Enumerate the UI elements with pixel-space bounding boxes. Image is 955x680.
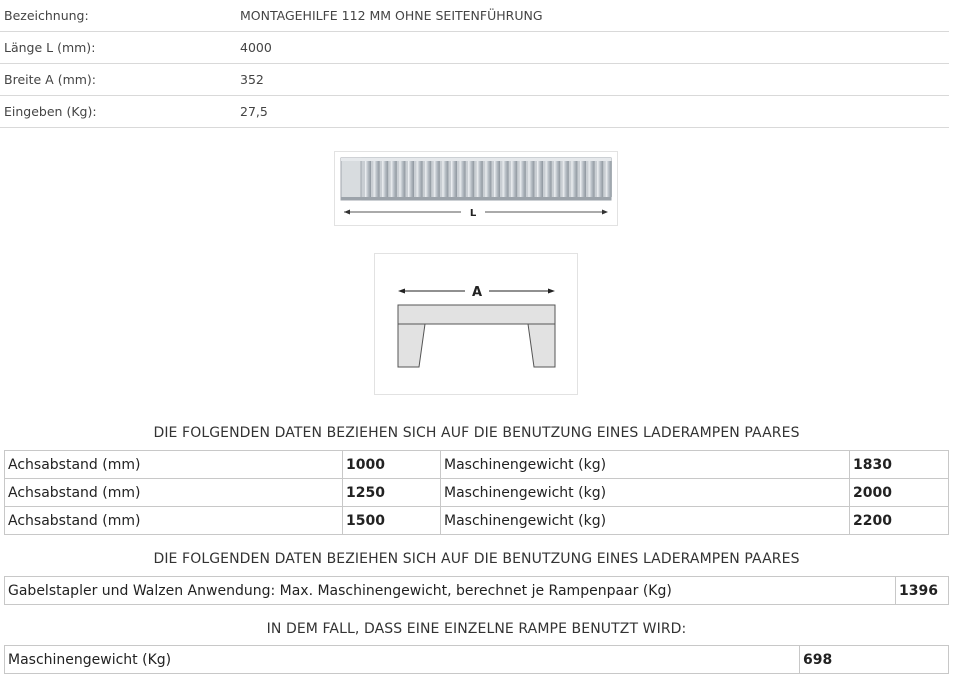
ramp-slat: [494, 161, 500, 197]
specs-list: [0, 0, 949, 128]
ramp-slat: [477, 161, 483, 197]
forklift-max-weight-label: Gabelstapler und Walzen Anwendung: Max. Maschinengewicht, berechnet je Rampenpaar (Kg): [5, 577, 896, 605]
ramp-slat: [399, 161, 405, 197]
length-dimension-label: L: [469, 208, 477, 219]
ramp-width-figure: [374, 253, 578, 395]
axle-value: 1000: [343, 451, 441, 479]
table-row: [5, 451, 949, 479]
single-ramp-table: [4, 645, 949, 674]
spec-value: MONTAGEHILFE 112 MM OHNE SEITENFÜHRUNG: [240, 8, 543, 23]
ramp-slat: [571, 161, 577, 197]
ramp-length-figure: [334, 151, 618, 226]
axle-value: 1250: [343, 479, 441, 507]
spec-label: Länge L (mm):: [4, 40, 96, 55]
spec-row-weight: [0, 96, 949, 128]
table-row: [5, 479, 949, 507]
weight-value: 2000: [850, 479, 949, 507]
spec-row-width: [0, 64, 949, 96]
ramp-slat: [485, 161, 491, 197]
ramp-width-drawing: [375, 254, 577, 394]
weight-label: Maschinengewicht (kg): [441, 507, 850, 535]
spec-label: Breite A (mm):: [4, 72, 97, 87]
ramp-slat: [425, 161, 431, 197]
ramp-slat: [442, 161, 448, 197]
ramp-slat: [563, 161, 569, 197]
width-dimension-label: A: [471, 285, 483, 300]
ramp-slat: [451, 161, 457, 197]
spec-value: 27,5: [240, 104, 268, 119]
axle-label: Achsabstand (mm): [5, 451, 343, 479]
ramp-slat: [589, 161, 595, 197]
ramp-slat: [434, 161, 440, 197]
ramp-slat: [597, 161, 603, 197]
ramp-slat: [391, 161, 397, 197]
ramp-slat: [460, 161, 466, 197]
ramp-slat: [554, 161, 560, 197]
ramp-length-drawing: [335, 152, 617, 225]
single-ramp-weight-value: 698: [800, 646, 949, 674]
ramp-slat: [374, 161, 380, 197]
ramp-slat: [520, 161, 526, 197]
ramp-slat: [546, 161, 552, 197]
forklift-max-weight-value: 1396: [896, 577, 949, 605]
ramp-slat: [537, 161, 543, 197]
ramp-slat: [417, 161, 423, 197]
ramp-slat: [528, 161, 534, 197]
section-title-single-ramp: IN DEM FALL, DASS EINE EINZELNE RAMPE BENUTZT WIRD:: [266, 621, 687, 637]
weight-value: 2200: [850, 507, 949, 535]
weight-label: Maschinengewicht (kg): [441, 451, 850, 479]
spec-value: 352: [240, 72, 264, 87]
table-row: [5, 577, 949, 605]
axle-label: Achsabstand (mm): [5, 479, 343, 507]
ramp-slat: [503, 161, 509, 197]
weight-value: 1830: [850, 451, 949, 479]
single-ramp-weight-label: Maschinengewicht (Kg): [5, 646, 800, 674]
spec-row-length: [0, 32, 949, 64]
ramp-slat: [408, 161, 414, 197]
spec-row-designation: [0, 0, 949, 32]
weight-label: Maschinengewicht (kg): [441, 479, 850, 507]
forklift-data-table: [4, 576, 949, 605]
ramp-slat: [468, 161, 474, 197]
pair-data-table: [4, 450, 949, 535]
ramp-slat: [580, 161, 586, 197]
section-title-pair-data-2: DIE FOLGENDEN DATEN BEZIEHEN SICH AUF DIE BENUTZUNG EINES LADERAMPEN PAARES: [153, 551, 800, 567]
table-row: [5, 646, 949, 674]
ramp-slat: [606, 161, 612, 197]
ramp-slat: [382, 161, 388, 197]
section-title-pair-data: DIE FOLGENDEN DATEN BEZIEHEN SICH AUF DIE BENUTZUNG EINES LADERAMPEN PAARES: [153, 425, 800, 441]
axle-label: Achsabstand (mm): [5, 507, 343, 535]
spec-value: 4000: [240, 40, 272, 55]
spec-label: Eingeben (Kg):: [4, 104, 97, 119]
axle-value: 1500: [343, 507, 441, 535]
ramp-slat: [365, 161, 371, 197]
spec-label: Bezeichnung:: [4, 8, 89, 23]
table-row: [5, 507, 949, 535]
ramp-slat: [511, 161, 517, 197]
